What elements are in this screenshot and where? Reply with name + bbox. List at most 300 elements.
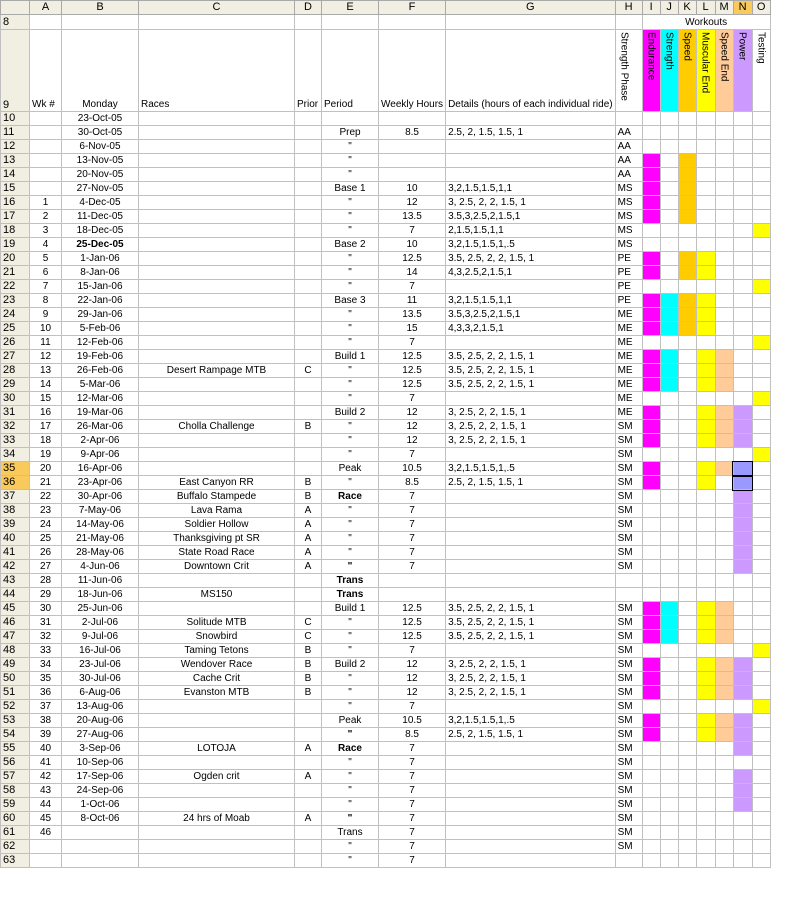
date-cell[interactable]: 8-Jan-06 <box>62 266 139 280</box>
strength-phase-header[interactable] <box>615 30 642 112</box>
speed-cell[interactable] <box>678 840 696 854</box>
hours-cell[interactable]: 7 <box>379 700 446 714</box>
details-cell[interactable]: 3, 2.5, 2, 2, 1.5, 1 <box>446 658 616 672</box>
wk-cell[interactable]: 18 <box>30 434 62 448</box>
hours-cell[interactable]: 12.5 <box>379 630 446 644</box>
testing-cell[interactable] <box>752 742 770 756</box>
testing-cell[interactable] <box>752 182 770 196</box>
period-cell[interactable]: Peak <box>322 462 379 476</box>
phase-cell[interactable]: SM <box>615 448 642 462</box>
hours-cell[interactable]: 7 <box>379 504 446 518</box>
cell[interactable] <box>615 15 642 30</box>
details-cell[interactable] <box>446 168 616 182</box>
speed-cell[interactable] <box>678 364 696 378</box>
muscular-end-cell[interactable] <box>696 378 715 392</box>
power-cell[interactable] <box>733 364 752 378</box>
endurance-cell[interactable] <box>642 224 660 238</box>
hours-cell[interactable]: 12.5 <box>379 602 446 616</box>
period-cell[interactable]: " <box>322 630 379 644</box>
power-cell[interactable] <box>733 588 752 602</box>
date-cell[interactable]: 19-Feb-06 <box>62 350 139 364</box>
phase-cell[interactable]: AA <box>615 126 642 140</box>
details-cell[interactable] <box>446 560 616 574</box>
wk-cell[interactable]: 2 <box>30 210 62 224</box>
row-header[interactable]: 16 <box>1 196 30 210</box>
column-header-m[interactable]: M <box>715 1 733 15</box>
row-header[interactable]: 52 <box>1 700 30 714</box>
details-cell[interactable] <box>446 700 616 714</box>
race-cell[interactable] <box>139 350 295 364</box>
endurance-cell[interactable] <box>642 154 660 168</box>
speed-cell[interactable] <box>678 420 696 434</box>
testing-cell[interactable] <box>752 504 770 518</box>
speed-cell[interactable] <box>678 574 696 588</box>
strength-cell[interactable] <box>660 490 678 504</box>
wk-cell[interactable]: 29 <box>30 588 62 602</box>
race-cell[interactable]: LOTOJA <box>139 742 295 756</box>
prior-cell[interactable] <box>295 182 322 196</box>
row-header[interactable]: 22 <box>1 280 30 294</box>
period-cell[interactable]: " <box>322 672 379 686</box>
testing-cell[interactable] <box>752 448 770 462</box>
speed-cell[interactable] <box>678 112 696 126</box>
speed-end-cell[interactable] <box>715 532 733 546</box>
wk-cell[interactable] <box>30 168 62 182</box>
row-header[interactable]: 30 <box>1 392 30 406</box>
race-cell[interactable] <box>139 406 295 420</box>
power-cell[interactable] <box>733 546 752 560</box>
prior-cell[interactable] <box>295 826 322 840</box>
race-cell[interactable]: Evanston MTB <box>139 686 295 700</box>
hours-cell[interactable] <box>379 588 446 602</box>
details-cell[interactable] <box>446 798 616 812</box>
details-cell[interactable] <box>446 140 616 154</box>
testing-cell[interactable] <box>752 532 770 546</box>
hours-cell[interactable]: 12 <box>379 434 446 448</box>
period-cell[interactable]: " <box>322 798 379 812</box>
power-cell[interactable] <box>733 728 752 742</box>
strength-cell[interactable] <box>660 784 678 798</box>
date-cell[interactable]: 5-Mar-06 <box>62 378 139 392</box>
wk-cell[interactable]: 33 <box>30 644 62 658</box>
period-cell[interactable]: Trans <box>322 574 379 588</box>
date-cell[interactable]: 30-Oct-05 <box>62 126 139 140</box>
phase-cell[interactable]: SM <box>615 714 642 728</box>
testing-cell[interactable] <box>752 476 770 490</box>
row-header[interactable]: 10 <box>1 112 30 126</box>
period-cell[interactable]: " <box>322 266 379 280</box>
row-header[interactable]: 25 <box>1 322 30 336</box>
race-cell[interactable]: Solitude MTB <box>139 616 295 630</box>
hours-cell[interactable]: 7 <box>379 854 446 868</box>
date-cell[interactable] <box>62 840 139 854</box>
strength-cell[interactable] <box>660 854 678 868</box>
power-cell[interactable] <box>733 294 752 308</box>
strength-cell[interactable] <box>660 644 678 658</box>
speed-end-cell[interactable] <box>715 756 733 770</box>
column-header-i[interactable]: I <box>642 1 660 15</box>
speed-cell[interactable] <box>678 532 696 546</box>
prior-header[interactable]: Prior <box>295 30 322 112</box>
hours-cell[interactable] <box>379 168 446 182</box>
speed-cell[interactable] <box>678 658 696 672</box>
speed-cell[interactable] <box>678 756 696 770</box>
power-cell[interactable] <box>733 238 752 252</box>
speed-cell[interactable] <box>678 812 696 826</box>
details-cell[interactable] <box>446 280 616 294</box>
race-cell[interactable] <box>139 182 295 196</box>
cell[interactable] <box>322 15 379 30</box>
endurance-cell[interactable] <box>642 574 660 588</box>
phase-cell[interactable] <box>615 112 642 126</box>
endurance-cell[interactable] <box>642 196 660 210</box>
period-cell[interactable]: " <box>322 854 379 868</box>
strength-cell[interactable] <box>660 672 678 686</box>
row-header[interactable]: 45 <box>1 602 30 616</box>
prior-cell[interactable] <box>295 378 322 392</box>
hours-cell[interactable]: 12.5 <box>379 616 446 630</box>
phase-cell[interactable]: SM <box>615 784 642 798</box>
prior-cell[interactable] <box>295 700 322 714</box>
speed-end-cell[interactable] <box>715 518 733 532</box>
testing-cell[interactable] <box>752 784 770 798</box>
strength-cell[interactable] <box>660 770 678 784</box>
speed-end-cell[interactable] <box>715 840 733 854</box>
prior-cell[interactable]: A <box>295 742 322 756</box>
endurance-cell[interactable] <box>642 364 660 378</box>
endurance-cell[interactable] <box>642 238 660 252</box>
race-cell[interactable] <box>139 798 295 812</box>
testing-cell[interactable] <box>752 224 770 238</box>
hours-cell[interactable]: 12 <box>379 672 446 686</box>
muscular-end-cell[interactable] <box>696 630 715 644</box>
race-cell[interactable] <box>139 448 295 462</box>
date-cell[interactable]: 27-Nov-05 <box>62 182 139 196</box>
muscular-end-cell[interactable] <box>696 574 715 588</box>
strength-cell[interactable] <box>660 112 678 126</box>
testing-cell[interactable] <box>752 462 770 476</box>
speed-end-cell[interactable] <box>715 560 733 574</box>
race-cell[interactable]: Cache Crit <box>139 672 295 686</box>
muscular-end-cell[interactable] <box>696 588 715 602</box>
details-cell[interactable] <box>446 392 616 406</box>
phase-cell[interactable] <box>615 854 642 868</box>
race-cell[interactable] <box>139 378 295 392</box>
date-cell[interactable]: 24-Sep-06 <box>62 784 139 798</box>
strength-cell[interactable] <box>660 168 678 182</box>
prior-cell[interactable] <box>295 448 322 462</box>
row-header[interactable]: 48 <box>1 644 30 658</box>
endurance-cell[interactable] <box>642 588 660 602</box>
race-cell[interactable]: Buffalo Stampede <box>139 490 295 504</box>
date-cell[interactable]: 10-Sep-06 <box>62 756 139 770</box>
testing-cell[interactable] <box>752 756 770 770</box>
speed-header[interactable] <box>678 30 696 112</box>
muscular-end-cell[interactable] <box>696 238 715 252</box>
period-cell[interactable]: " <box>322 686 379 700</box>
testing-header[interactable] <box>752 30 770 112</box>
muscular-end-cell[interactable] <box>696 532 715 546</box>
cell[interactable] <box>295 15 322 30</box>
wk-cell[interactable]: 43 <box>30 784 62 798</box>
date-cell[interactable]: 2-Apr-06 <box>62 434 139 448</box>
details-cell[interactable]: 3,2,1.5,1.5,1,1 <box>446 182 616 196</box>
prior-cell[interactable] <box>295 588 322 602</box>
row-header[interactable]: 60 <box>1 812 30 826</box>
speed-cell[interactable] <box>678 700 696 714</box>
power-cell[interactable] <box>733 252 752 266</box>
hours-cell[interactable]: 12 <box>379 406 446 420</box>
race-cell[interactable] <box>139 854 295 868</box>
hours-cell[interactable]: 12.5 <box>379 364 446 378</box>
date-cell[interactable] <box>62 854 139 868</box>
details-cell[interactable] <box>446 826 616 840</box>
hours-cell[interactable]: 12 <box>379 420 446 434</box>
endurance-cell[interactable] <box>642 504 660 518</box>
date-cell[interactable]: 12-Feb-06 <box>62 336 139 350</box>
wk-cell[interactable]: 39 <box>30 728 62 742</box>
speed-cell[interactable] <box>678 294 696 308</box>
hours-cell[interactable]: 7 <box>379 546 446 560</box>
speed-cell[interactable] <box>678 140 696 154</box>
endurance-cell[interactable] <box>642 476 660 490</box>
period-cell[interactable]: " <box>322 728 379 742</box>
prior-cell[interactable] <box>295 434 322 448</box>
wk-cell[interactable]: 46 <box>30 826 62 840</box>
race-cell[interactable]: 24 hrs of Moab <box>139 812 295 826</box>
wk-cell[interactable]: 20 <box>30 462 62 476</box>
phase-cell[interactable]: SM <box>615 602 642 616</box>
speed-end-cell[interactable] <box>715 700 733 714</box>
hours-cell[interactable] <box>379 140 446 154</box>
wk-cell[interactable]: 17 <box>30 420 62 434</box>
details-cell[interactable]: 2.5, 2, 1.5, 1.5, 1 <box>446 728 616 742</box>
details-cell[interactable]: 3.5, 2.5, 2, 2, 1.5, 1 <box>446 252 616 266</box>
speed-end-cell[interactable] <box>715 658 733 672</box>
power-cell[interactable] <box>733 798 752 812</box>
wk-cell[interactable] <box>30 840 62 854</box>
wk-cell[interactable]: 28 <box>30 574 62 588</box>
muscular-end-cell[interactable] <box>696 700 715 714</box>
prior-cell[interactable] <box>295 210 322 224</box>
wk-cell[interactable]: 19 <box>30 448 62 462</box>
hours-cell[interactable] <box>379 154 446 168</box>
details-cell[interactable] <box>446 504 616 518</box>
power-cell[interactable] <box>733 742 752 756</box>
details-cell[interactable] <box>446 546 616 560</box>
strength-cell[interactable] <box>660 126 678 140</box>
testing-cell[interactable] <box>752 322 770 336</box>
row-header[interactable]: 50 <box>1 672 30 686</box>
details-cell[interactable] <box>446 154 616 168</box>
strength-cell[interactable] <box>660 182 678 196</box>
power-cell[interactable] <box>733 378 752 392</box>
speed-cell[interactable] <box>678 238 696 252</box>
power-cell[interactable] <box>733 672 752 686</box>
date-cell[interactable]: 9-Jul-06 <box>62 630 139 644</box>
period-cell[interactable]: " <box>322 154 379 168</box>
weekly-hours-header[interactable]: Weekly Hours <box>379 30 446 112</box>
prior-cell[interactable]: C <box>295 630 322 644</box>
period-cell[interactable]: Build 1 <box>322 602 379 616</box>
endurance-cell[interactable] <box>642 420 660 434</box>
speed-end-cell[interactable] <box>715 434 733 448</box>
endurance-cell[interactable] <box>642 784 660 798</box>
muscular-end-cell[interactable] <box>696 210 715 224</box>
phase-cell[interactable]: SM <box>615 518 642 532</box>
power-cell[interactable] <box>733 756 752 770</box>
row-header[interactable]: 17 <box>1 210 30 224</box>
speed-cell[interactable] <box>678 630 696 644</box>
endurance-cell[interactable] <box>642 392 660 406</box>
power-cell[interactable] <box>733 560 752 574</box>
endurance-cell[interactable] <box>642 714 660 728</box>
details-cell[interactable]: 3.5, 2.5, 2, 2, 1.5, 1 <box>446 602 616 616</box>
prior-cell[interactable] <box>295 728 322 742</box>
prior-cell[interactable]: A <box>295 560 322 574</box>
date-cell[interactable]: 13-Nov-05 <box>62 154 139 168</box>
details-cell[interactable]: 3.5, 2.5, 2, 2, 1.5, 1 <box>446 350 616 364</box>
testing-cell[interactable] <box>752 770 770 784</box>
speed-end-cell[interactable] <box>715 630 733 644</box>
wk-cell[interactable]: 22 <box>30 490 62 504</box>
hours-cell[interactable]: 13.5 <box>379 308 446 322</box>
speed-cell[interactable] <box>678 280 696 294</box>
speed-cell[interactable] <box>678 350 696 364</box>
race-cell[interactable]: Wendover Race <box>139 658 295 672</box>
strength-header[interactable] <box>660 30 678 112</box>
row-header[interactable]: 29 <box>1 378 30 392</box>
wk-cell[interactable]: 16 <box>30 406 62 420</box>
muscular-end-cell[interactable] <box>696 602 715 616</box>
row-header[interactable]: 9 <box>1 30 30 112</box>
speed-cell[interactable] <box>678 224 696 238</box>
prior-cell[interactable] <box>295 714 322 728</box>
race-cell[interactable]: Cholla Challenge <box>139 420 295 434</box>
row-header[interactable]: 24 <box>1 308 30 322</box>
period-cell[interactable] <box>322 112 379 126</box>
row-header[interactable]: 39 <box>1 518 30 532</box>
strength-cell[interactable] <box>660 532 678 546</box>
speed-cell[interactable] <box>678 714 696 728</box>
date-cell[interactable] <box>62 826 139 840</box>
details-header[interactable]: Details (hours of each individual ride) <box>446 30 616 112</box>
power-cell[interactable] <box>733 210 752 224</box>
row-header[interactable]: 34 <box>1 448 30 462</box>
speed-end-cell[interactable] <box>715 728 733 742</box>
row-header[interactable]: 53 <box>1 714 30 728</box>
speed-end-cell[interactable] <box>715 672 733 686</box>
speed-end-cell[interactable] <box>715 154 733 168</box>
endurance-cell[interactable] <box>642 742 660 756</box>
wk-cell[interactable]: 14 <box>30 378 62 392</box>
period-cell[interactable]: " <box>322 308 379 322</box>
details-cell[interactable]: 3, 2.5, 2, 2, 1.5, 1 <box>446 420 616 434</box>
wk-cell[interactable]: 6 <box>30 266 62 280</box>
phase-cell[interactable]: PE <box>615 266 642 280</box>
speed-cell[interactable] <box>678 196 696 210</box>
testing-cell[interactable] <box>752 826 770 840</box>
wk-cell[interactable] <box>30 182 62 196</box>
prior-cell[interactable] <box>295 308 322 322</box>
strength-cell[interactable] <box>660 630 678 644</box>
prior-cell[interactable]: B <box>295 476 322 490</box>
speed-end-cell[interactable] <box>715 406 733 420</box>
race-cell[interactable]: Thanksgiving pt SR <box>139 532 295 546</box>
power-cell[interactable] <box>733 518 752 532</box>
prior-cell[interactable]: A <box>295 504 322 518</box>
endurance-cell[interactable] <box>642 854 660 868</box>
prior-cell[interactable] <box>295 238 322 252</box>
power-cell[interactable] <box>733 126 752 140</box>
race-cell[interactable] <box>139 210 295 224</box>
speed-end-cell[interactable] <box>715 336 733 350</box>
phase-cell[interactable]: AA <box>615 154 642 168</box>
hours-cell[interactable]: 7 <box>379 840 446 854</box>
strength-cell[interactable] <box>660 574 678 588</box>
wk-cell[interactable]: 21 <box>30 476 62 490</box>
testing-cell[interactable] <box>752 238 770 252</box>
period-cell[interactable]: Race <box>322 742 379 756</box>
testing-cell[interactable] <box>752 574 770 588</box>
wk-cell[interactable] <box>30 154 62 168</box>
race-cell[interactable]: Taming Tetons <box>139 644 295 658</box>
speed-end-cell[interactable] <box>715 616 733 630</box>
phase-cell[interactable]: SM <box>615 798 642 812</box>
strength-cell[interactable] <box>660 420 678 434</box>
row-header[interactable]: 62 <box>1 840 30 854</box>
phase-cell[interactable]: AA <box>615 168 642 182</box>
row-header[interactable]: 11 <box>1 126 30 140</box>
phase-cell[interactable]: SM <box>615 672 642 686</box>
testing-cell[interactable] <box>752 252 770 266</box>
wk-cell[interactable] <box>30 112 62 126</box>
power-cell[interactable] <box>733 658 752 672</box>
endurance-cell[interactable] <box>642 252 660 266</box>
date-cell[interactable]: 25-Dec-05 <box>62 238 139 252</box>
muscular-end-cell[interactable] <box>696 798 715 812</box>
date-cell[interactable]: 26-Mar-06 <box>62 420 139 434</box>
speed-end-cell[interactable] <box>715 378 733 392</box>
row-header[interactable]: 15 <box>1 182 30 196</box>
strength-cell[interactable] <box>660 406 678 420</box>
hours-cell[interactable]: 7 <box>379 392 446 406</box>
speed-end-cell[interactable] <box>715 238 733 252</box>
details-cell[interactable] <box>446 532 616 546</box>
race-cell[interactable]: MS150 <box>139 588 295 602</box>
strength-cell[interactable] <box>660 840 678 854</box>
date-cell[interactable]: 2-Jul-06 <box>62 616 139 630</box>
column-header-g[interactable]: G <box>446 1 616 15</box>
period-cell[interactable]: Peak <box>322 714 379 728</box>
speed-end-cell[interactable] <box>715 714 733 728</box>
race-cell[interactable] <box>139 252 295 266</box>
strength-cell[interactable] <box>660 714 678 728</box>
power-cell[interactable] <box>733 532 752 546</box>
hours-cell[interactable]: 7 <box>379 336 446 350</box>
strength-cell[interactable] <box>660 266 678 280</box>
details-cell[interactable]: 2.5, 2, 1.5, 1.5, 1 <box>446 126 616 140</box>
phase-cell[interactable]: MS <box>615 182 642 196</box>
hours-cell[interactable]: 12 <box>379 658 446 672</box>
prior-cell[interactable]: A <box>295 770 322 784</box>
prior-cell[interactable]: C <box>295 616 322 630</box>
phase-cell[interactable]: SM <box>615 728 642 742</box>
testing-cell[interactable] <box>752 644 770 658</box>
details-cell[interactable] <box>446 644 616 658</box>
power-cell[interactable] <box>733 686 752 700</box>
race-cell[interactable] <box>139 392 295 406</box>
